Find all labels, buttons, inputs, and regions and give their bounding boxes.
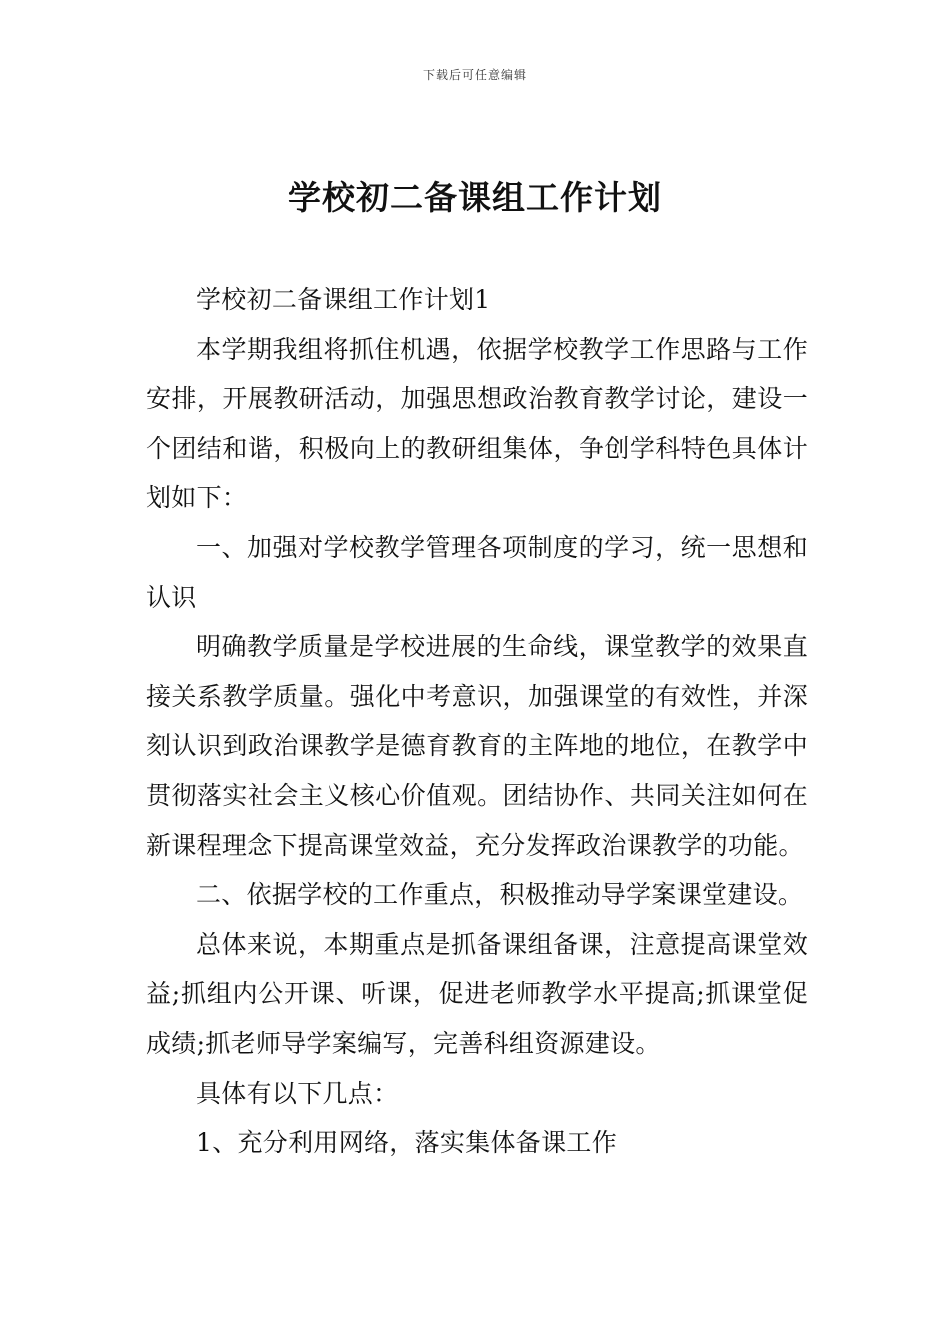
body-paragraph-3: 一、加强对学校教学管理各项制度的学习，统一思想和认识 — [146, 532, 808, 612]
body-paragraph-4: 明确教学质量是学校进展的生命线，课堂教学的效果直接关系教学质量。强化中考意识，加强课堂的有效性，并深刻认识到政治课教学是德育教育的主阵地的地位，在教学中贯彻落实社会主义核心价值观。团结协作、共同关注如何在新课程理念下提高课堂效益，充分发挥政治课教学的功能。 — [146, 632, 808, 860]
page-header-note: 下载后可任意编辑 — [422, 68, 527, 82]
document-body — [146, 275, 808, 1168]
body-paragraph-8: 1、充分利用网络，落实集体备课工作 — [196, 1128, 618, 1158]
body-paragraph-2: 本学期我组将抓住机遇，依据学校教学工作思路与工作安排，开展教研活动，加强思想政治教育教学讨论，建设一个团结和谐，积极向上的教研组集体，争创学科特色具体计划如下： — [146, 334, 808, 513]
body-paragraph-6: 总体来说，本期重点是抓备课组备课，注意提高课堂效益;抓组内公开课、听课，促进老师教学水平提高;抓课堂促成绩;抓老师导学案编写，完善科组资源建设。 — [146, 929, 808, 1058]
body-paragraph-5: 二、依据学校的工作重点，积极推动导学案课堂建设。 — [196, 880, 804, 910]
body-paragraph-7: 具体有以下几点： — [196, 1078, 399, 1108]
body-paragraph-1: 学校初二备课组工作计划1 — [196, 285, 491, 314]
document-title: 学校初二备课组工作计划 — [288, 178, 662, 217]
